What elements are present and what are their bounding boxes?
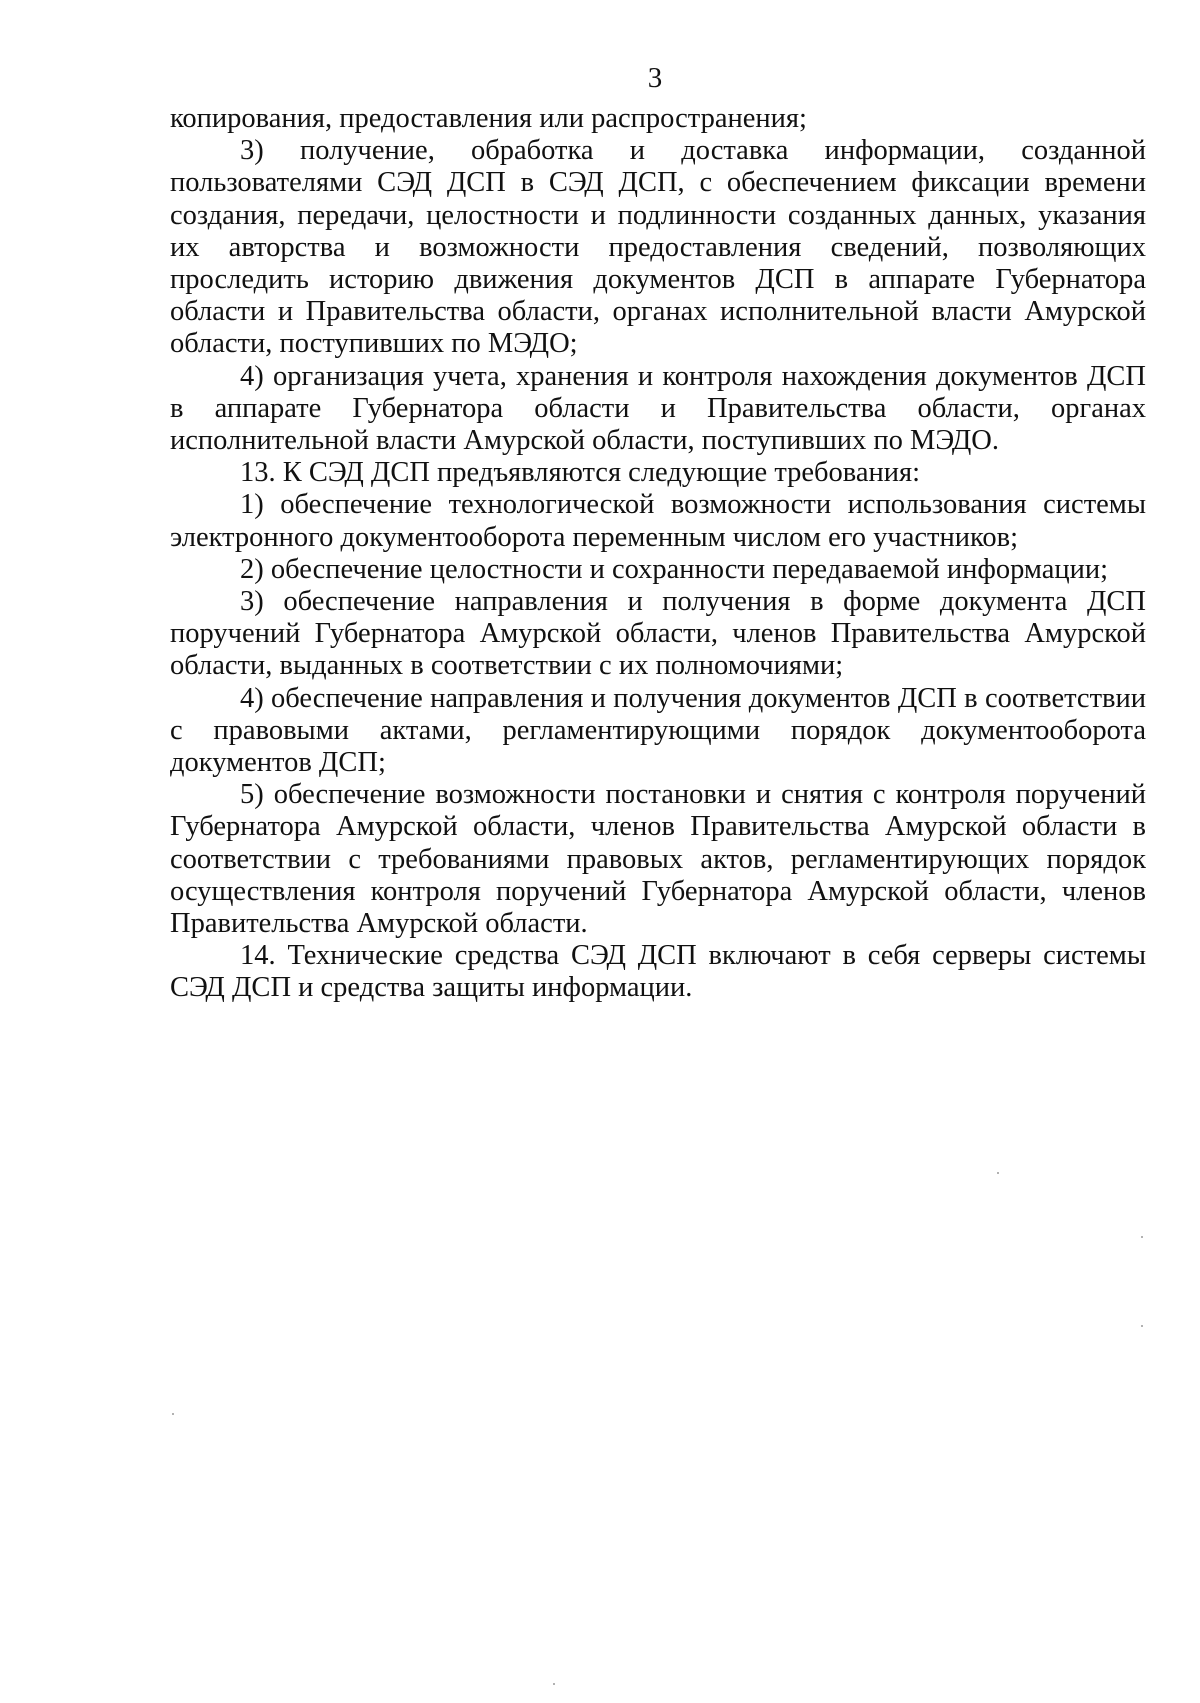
scan-speck <box>1141 1325 1143 1327</box>
paragraph-req-1: 1) обеспечение технологической возможности использования системы электронного документооборота переменным числом его участников; <box>170 489 1146 553</box>
paragraph-item-4-accounting: 4) организация учета, хранения и контроля нахождения документов ДСП в аппарате Губернатора области и Правительства области, органах исполнительной власти Амурской области, поступивших по МЭДО. <box>170 360 1146 457</box>
paragraph-req-4: 4) обеспечение направления и получения документов ДСП в соответствии с правовыми актами, регламентирующими порядок документооборота документов ДСП; <box>170 682 1146 779</box>
page-number: 3 <box>647 62 663 94</box>
scan-speck <box>1141 1236 1143 1238</box>
document-body <box>170 103 1146 1005</box>
scan-speck <box>553 1683 555 1685</box>
paragraph-req-5: 5) обеспечение возможности постановки и снятия с контроля поручений Губернатора Амурской области, членов Правительства Амурской области в соответствии с требованиями правовых актов, регламентирующих порядок осуществления контроля поручений Губернатора Амурской области, членов Правительства Амурской области. <box>170 779 1146 940</box>
paragraph-section-14: 14. Технические средства СЭД ДСП включают в себя серверы системы СЭД ДСП и средства защиты информации. <box>170 940 1146 1004</box>
paragraph-req-3: 3) обеспечение направления и получения в форме документа ДСП поручений Губернатора Амурской области, членов Правительства Амурской области, выданных в соответствии с их полномочиями; <box>170 586 1146 682</box>
paragraph-req-2: 2) обеспечение целостности и сохранности передаваемой информации; <box>240 553 1109 585</box>
paragraph-section-13: 13. К СЭД ДСП предъявляются следующие требования: <box>240 457 921 489</box>
scan-speck <box>997 1172 999 1174</box>
scan-speck <box>172 1413 174 1415</box>
paragraph-item-3-receipt: 3) получение, обработка и доставка информации, созданной пользователями СЭД ДСП в СЭД ДСП, с обеспечением фиксации времени создания, передачи, целостности и подлинности созданных данных, указания их авторства и возможности предоставления сведений, позволяющих проследить историю движения документов ДСП в аппарате Губернатора области и Правительства области, органах исполнительной власти Амурской области, поступивших по МЭДО; <box>170 135 1146 360</box>
paragraph-continuation: копирования, предоставления или распространения; <box>170 103 807 134</box>
